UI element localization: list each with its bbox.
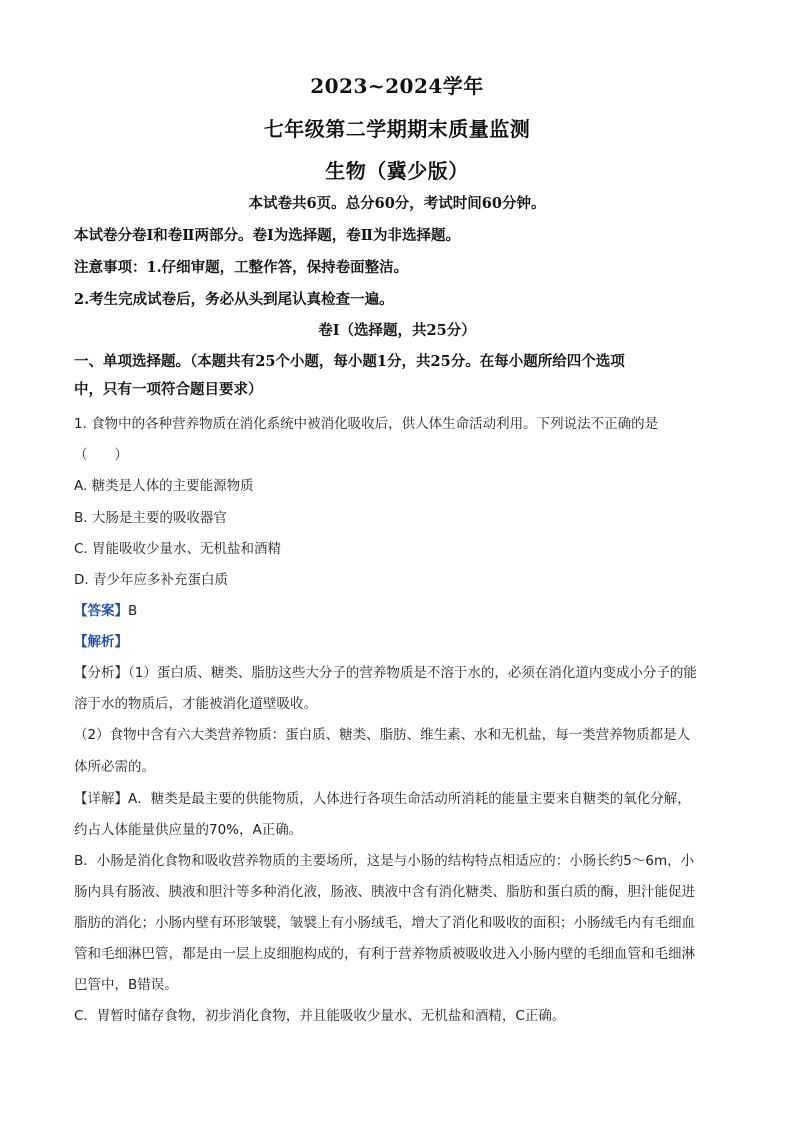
notice-2: 2.考生完成试卷后，务必从头到尾认真检查一遍。 — [74, 291, 394, 308]
option-a: A. 糖类是人体的主要能源物质 — [74, 478, 254, 494]
question-stem-blank: （ ） — [74, 447, 128, 463]
explain-b-5: 巴管中，B错误。 — [74, 977, 178, 993]
section-instruction-1: 一、单项选择题。（本题共有25个小题，每小题1分，共25分。在每小题所给四个选项 — [74, 353, 625, 370]
explain-b-1: B．小肠是消化食物和吸收营养物质的主要场所，这是与小肠的结构特点相适应的：小肠长约5～6m，小 — [74, 853, 695, 869]
section-instruction-2: 中，只有一项符合题目要求） — [74, 381, 263, 398]
fenxi-tag: 【分析】 — [74, 665, 128, 681]
option-b: B. 大肠是主要的吸收器官 — [74, 510, 227, 526]
fenxi-text-2a: （2）食物中含有六大类营养物质：蛋白质、糖类、脂肪、维生素、水和无机盐，每一类营养物质都是人 — [74, 727, 691, 743]
section-title: 卷Ⅰ（选择题，共25分） — [318, 322, 476, 339]
exam-subject: 生物（冀少版） — [325, 159, 469, 183]
exam-summary: 本试卷共6页。总分60分，考试时间60分钟。 — [248, 195, 546, 212]
answer-line — [74, 599, 137, 619]
option-d: D. 青少年应多补充蛋白质 — [74, 572, 228, 588]
answer-tag: 【答案】 — [74, 603, 128, 619]
explain-b-4: 管和毛细淋巴管，都是由一层上皮细胞构成的，有利于营养物质被吸收进入小肠内壁的毛细血管和毛细淋 — [74, 946, 695, 962]
analysis-line — [74, 630, 128, 650]
fenxi-text-2b: 体所必需的。 — [74, 759, 155, 775]
xiangjie-text-a1: A．糖类是最主要的供能物质，人体进行各项生命活动所消耗的能量主要来自糖类的氧化分解， — [128, 791, 691, 807]
explain-b-2: 肠内具有肠液、胰液和胆汁等多种消化液，肠液、胰液中含有消化糖类、脂肪和蛋白质的酶，胆汁能促进 — [74, 884, 695, 900]
answer-value: B — [128, 603, 138, 619]
xiangjie-line-1 — [74, 787, 691, 807]
xiangjie-tag: 【详解】 — [74, 791, 128, 807]
exam-structure: 本试卷分卷Ⅰ和卷Ⅱ两部分。卷Ⅰ为选择题，卷Ⅱ为非选择题。 — [74, 227, 461, 244]
fenxi-line-1 — [74, 661, 697, 681]
fenxi-text-1a: （1）蛋白质、糖类、脂肪这些大分子的营养物质是不溶于水的，必须在消化道内变成小分子的能 — [128, 665, 697, 681]
question-stem: 1. 食物中的各种营养物质在消化系统中被消化吸收后，供人体生命活动利用。下列说法不正确的是 — [74, 416, 659, 432]
fenxi-text-1b: 溶于水的物质后，才能被消化道壁吸收。 — [74, 696, 317, 712]
explain-c-1: C．胃暂时储存食物，初步消化食物，并且能吸收少量水、无机盐和酒精，C正确。 — [74, 1008, 566, 1024]
option-c: C. 胃能吸收少量水、无机盐和酒精 — [74, 541, 282, 557]
explain-b-3: 脂肪的消化；小肠内壁有环形皱襞，皱襞上有小肠绒毛，增大了消化和吸收的面积；小肠绒毛内有毛细血 — [74, 915, 695, 931]
analysis-tag: 【解析】 — [74, 634, 128, 650]
notice-1: 注意事项：1.仔细审题，工整作答，保持卷面整洁。 — [74, 259, 409, 276]
exam-year: 2023~2024学年 — [310, 74, 484, 98]
xiangjie-text-a2: 约占人体能量供应量的70%，A正确。 — [74, 822, 303, 838]
exam-title: 七年级第二学期期末质量监测 — [263, 117, 531, 141]
